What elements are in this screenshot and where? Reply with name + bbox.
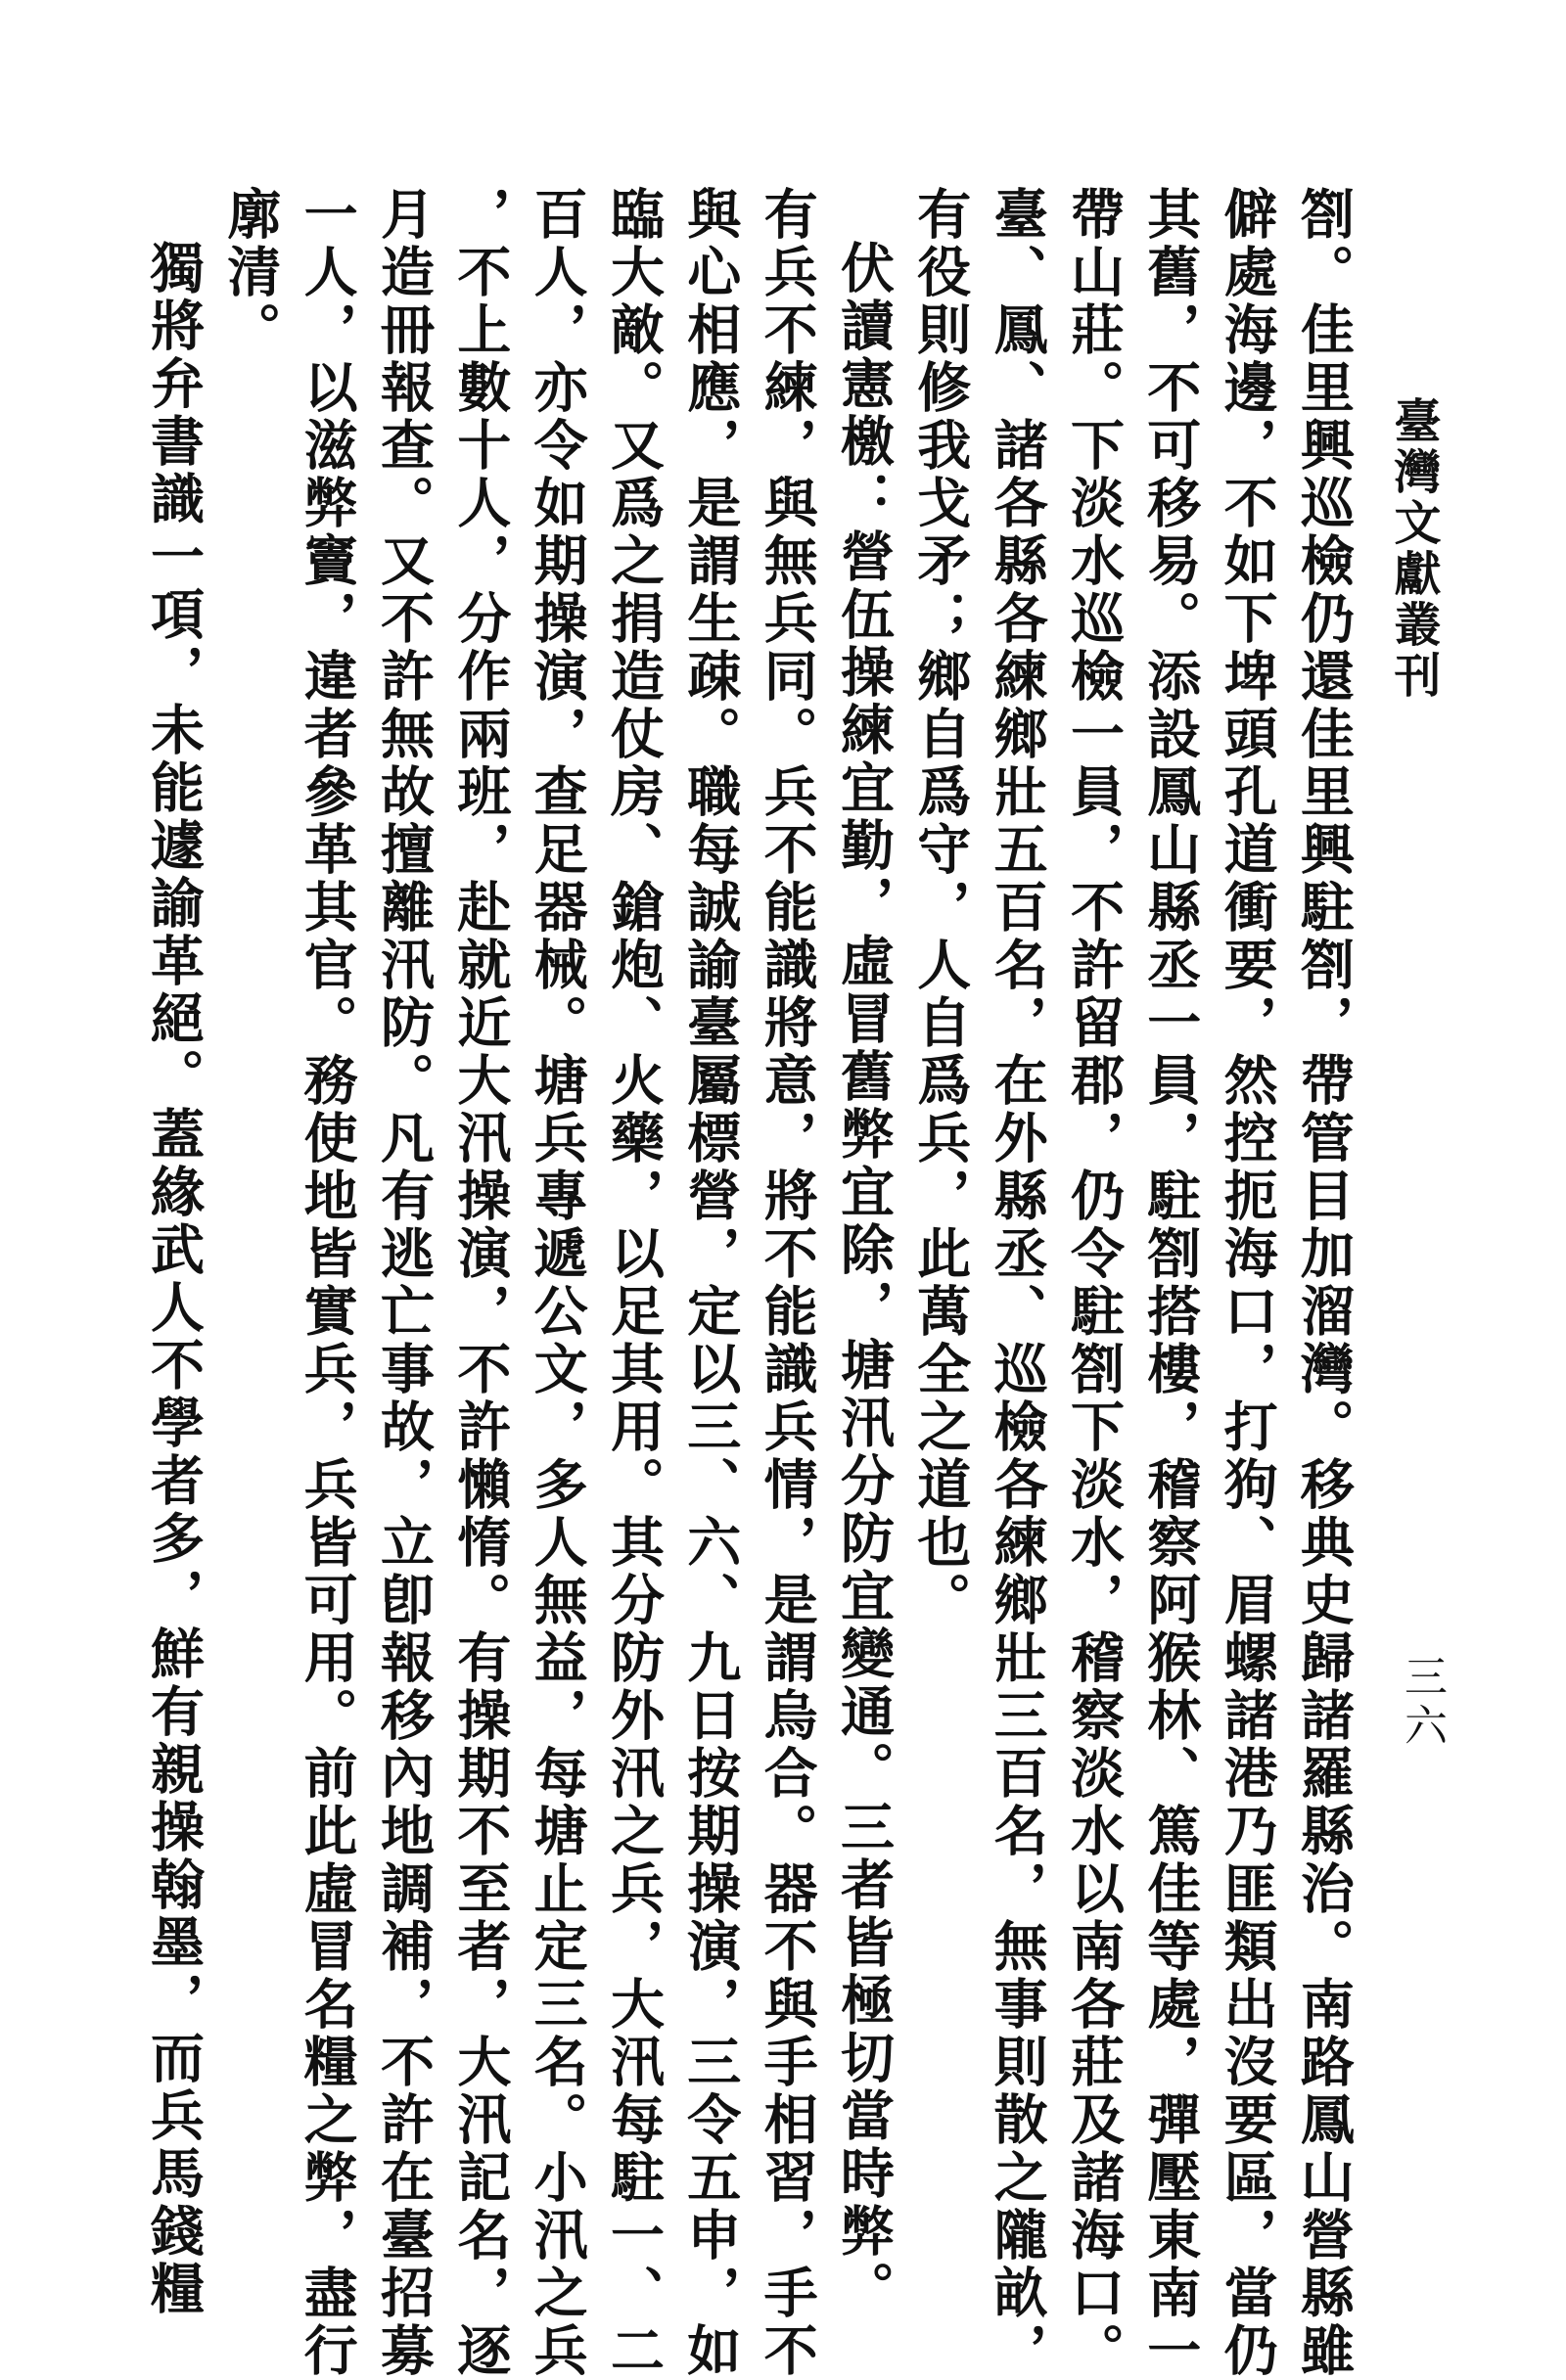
text-column: 一人，以滋弊竇，違者參革其官。務使地皆實兵，兵皆可用。前此虛冒名糧之弊，盡行 — [295, 186, 359, 2380]
text-column: 有役則修我戈矛；鄉自爲守，人自爲兵，此萬全之道也。 — [908, 186, 973, 1629]
text-column: ，不上數十人，分作兩班，赴就近大汛操演，不許懶惰。有操期不至者，大汛記名，逐 — [448, 186, 513, 2380]
text-column: 其舊，不可移易。添設鳳山縣丞一員，駐劄搭樓，稽察阿猴林、篤佳等處，彈壓東南一 — [1138, 186, 1203, 2380]
text-column: 與心相應，是謂生疎。職每誠諭臺屬標營，定以三、六、九日按期操演，三令五申，如 — [678, 186, 743, 2380]
text-column: 臺、鳳、諸各縣各練鄉壯五百名，在外縣丞、巡檢各練鄉壯三百名，無事則散之隴畝， — [985, 186, 1049, 2380]
paragraph-start-column: 獨將弁書識一項，未能遽諭革絕。蓋緣武人不學者多，鮮有親操翰墨，而兵馬錢糧 — [142, 240, 206, 2318]
text-column: 有兵不練，與無兵同。兵不能識將意，將不能識兵情，是謂烏合。器不與手相習，手不 — [755, 186, 819, 2380]
text-column: 僻處海邊，不如下埤頭孔道衝要，然控扼海口，打狗、眉螺諸港乃匪類出沒要區，當仍 — [1215, 186, 1279, 2380]
text-column: 廓清。 — [218, 186, 283, 359]
text-column: 百人，亦令如期操演，查足器械。塘兵專遞公文，多人無益，每塘止定三名。小汛之兵 — [525, 186, 589, 2380]
running-header-title: 臺灣文獻叢刊 — [1386, 396, 1441, 702]
page-number: 三六 — [1397, 1654, 1447, 1752]
text-column: 臨大敵。又爲之捐造仗房、鎗炮、火藥，以足其用。其分防外汛之兵，大汛每駐一、二 — [601, 186, 666, 2380]
text-column: 劄。佳里興巡檢仍還佳里興駐劄，帶管目加溜灣。移典史歸諸羅縣治。南路鳳山營縣雖 — [1291, 186, 1356, 2380]
text-column: 月造冊報查。又不許無故擅離汛防。凡有逃亡事故，立卽報移內地調補，不許在臺招募 — [371, 186, 436, 2380]
paragraph-start-column: 伏讀憲檄：營伍操練宜勤，虛冒舊弊宜除，塘汛分防宜變通。三者皆極切當時弊。 — [831, 240, 896, 2318]
text-column: 帶山莊。下淡水巡檢一員，不許留郡，仍令駐劄下淡水，稽察淡水以南各莊及諸海口。 — [1061, 186, 1126, 2380]
body-text — [142, 186, 1356, 2380]
